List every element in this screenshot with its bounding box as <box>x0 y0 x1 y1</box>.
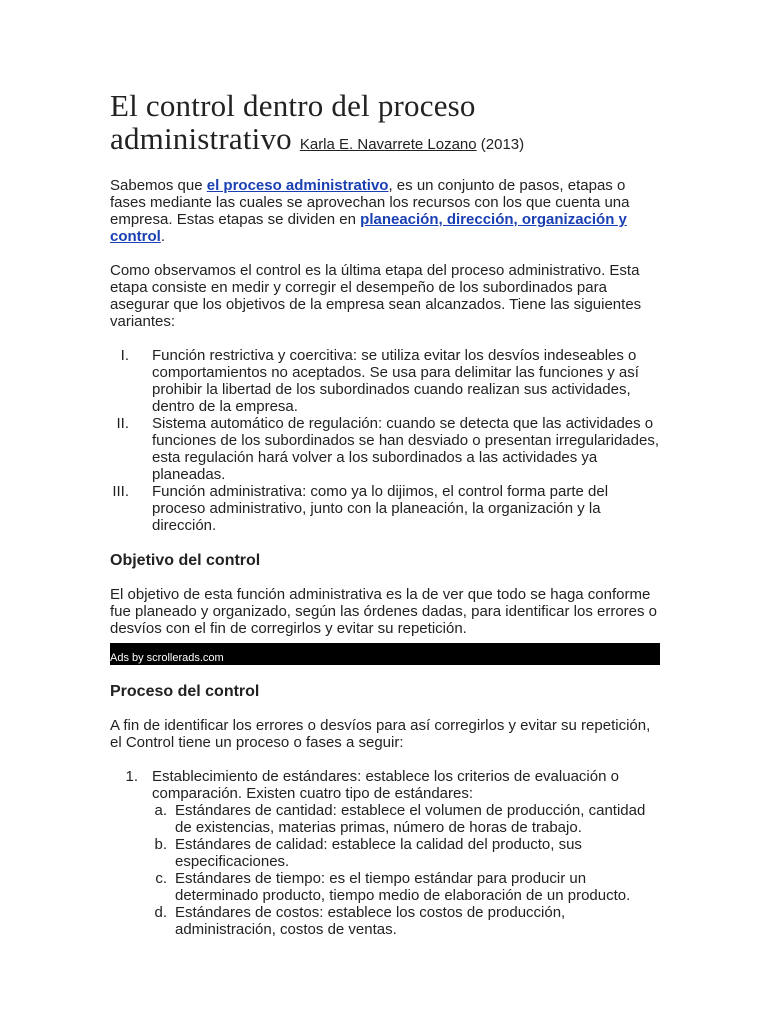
intro-text-a: Sabemos que <box>110 177 207 194</box>
intro-text-c: . <box>160 228 166 245</box>
intro-paragraph <box>110 177 662 245</box>
article-body <box>110 89 662 637</box>
title-text: El control dentro del proceso administrativo <box>110 88 476 156</box>
section-heading-objetivo: Objetivo del control <box>110 552 261 569</box>
list-item <box>152 870 662 904</box>
list-item-text: Función administrativa: como ya lo dijimos, el control forma parte del proceso administrativo, junto con la planeación, la organización y la dirección. <box>152 483 609 534</box>
intro-text-b: , es un conjunto de pasos, etapas o fases mediante las cuales se aprovechan los recursos con los que cuenta una empresa. Estas etapas se dividen en <box>110 177 630 228</box>
list-marker: b. <box>154 836 167 853</box>
list-marker: a. <box>154 802 167 819</box>
ad-banner[interactable] <box>110 643 660 665</box>
list-marker: c. <box>155 870 167 887</box>
list-marker: II. <box>116 415 129 432</box>
list-item-text: Función restrictiva y coercitiva: se utiliza evitar los desvíos indeseables o comportamientos no aceptados. Se usa para delimitar las funciones y así prohibir la libertad de los subordinados cuando realizan sus actividades, dentro de la empresa. <box>152 347 639 415</box>
page-title <box>110 89 662 161</box>
list-item-text: Estándares de tiempo: es el tiempo estándar para producir un determinado producto, tiempo medio de elaboración de un producto. <box>175 870 631 904</box>
list-marker: d. <box>154 904 167 921</box>
list-item-text: Estándares de cantidad: establece el volumen de producción, cantidad de existencias, materias primas, número de horas de trabajo. <box>175 802 646 836</box>
byline <box>300 136 524 153</box>
author-link[interactable]: Karla E. Navarrete Lozano <box>299 136 477 153</box>
list-marker: I. <box>120 347 129 364</box>
list-item <box>110 483 662 534</box>
standards-list <box>152 802 662 938</box>
process-section <box>110 682 662 938</box>
ad-label[interactable]: Ads by scrollerads.com <box>110 652 224 664</box>
list-item-text: Establecimiento de estándares: establece los criterios de evaluación o comparación. Existen cuatro tipo de estándares: <box>152 768 619 802</box>
list-item-text: Estándares de costos: establece los costos de producción, administración, costos de ventas. <box>175 904 566 938</box>
list-item <box>110 415 662 483</box>
variants-list <box>110 347 662 534</box>
list-item <box>110 347 662 415</box>
list-item <box>110 768 662 938</box>
list-marker: 1. <box>125 768 138 785</box>
link-proceso-administrativo[interactable]: el proceso administrativo <box>206 177 389 194</box>
objective-paragraph: El objetivo de esta función administrativa es la de ver que todo se haga conforme fue planeado y organizado, según las órdenes dadas, para identificar los errores o desvíos con el fin de corregirlos y evitar su repetición. <box>110 586 658 637</box>
section-heading-proceso: Proceso del control <box>110 683 260 700</box>
publication-year: (2013) <box>480 136 525 153</box>
process-paragraph: A fin de identificar los errores o desvíos para así corregirlos y evitar su repetición, el Control tiene un proceso o fases a seguir: <box>110 717 651 751</box>
list-item <box>152 904 662 938</box>
link-etapas[interactable]: planeación, dirección, organización y control <box>110 211 627 245</box>
list-item-text: Estándares de calidad: establece la calidad del producto, sus especificaciones. <box>175 836 582 870</box>
list-item <box>152 802 662 836</box>
list-marker: III. <box>112 483 129 500</box>
list-item <box>152 836 662 870</box>
control-paragraph: Como observamos el control es la última etapa del proceso administrativo. Esta etapa consiste en medir y corregir el desempeño de los subordinados para asegurar que los objetivos de la empresa sean alcanzados. Tiene las siguientes variantes: <box>110 262 642 330</box>
list-item-text: Sistema automático de regulación: cuando se detecta que las actividades o funciones de los subordinados se han desviado o presentan irregularidades, esta regulación hará volver a los subordinados a las actividades ya planeadas. <box>152 415 660 483</box>
steps-list <box>110 768 662 938</box>
